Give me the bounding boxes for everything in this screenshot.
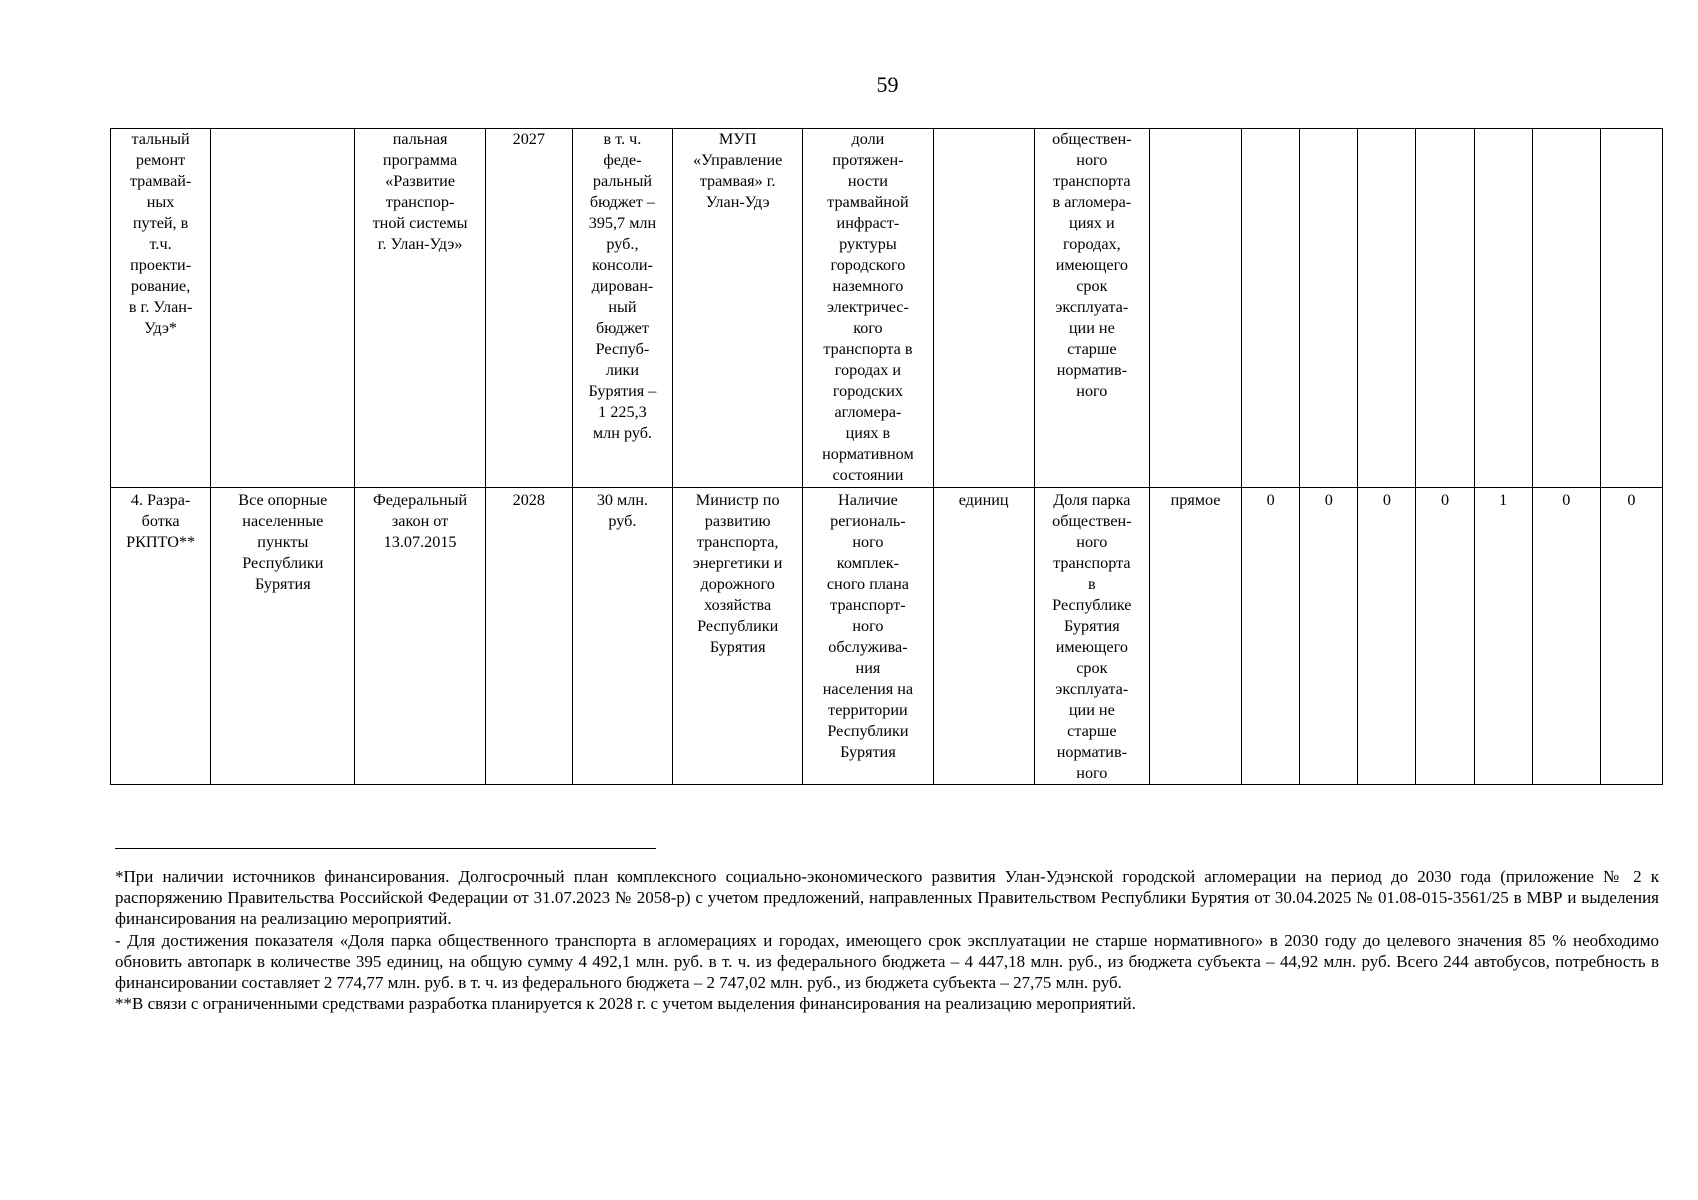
footnote-financing: *При наличии источников финансирования. Долгосрочный план комплексного социально-экономического развития Улан-Удэнской городской агломерации на период до 2030 года (приложение № 2 к распоряжению Правительства Российской Федерации от 31.07.2023 № 2058-р) с учетом предложений, направленных Правительством Республики Бурятия от 30.04.2025 № 01.08-015-3561/25 в МВР и выделения финансирования на реализацию мероприятий. (115, 867, 1659, 929)
table-cell (1532, 129, 1600, 488)
table-cell: 0 (1416, 488, 1474, 785)
table-cell: единиц (933, 488, 1034, 785)
table-cell: обществен- ного транспорта в агломера- циях и городах, имеющего срок эксплуата- ции не старше норматив- ного (1034, 129, 1149, 488)
table-cell: Наличие региональ- ного комплек- сного плана транспорт- ного обслужива- ния населения на территории Республики Бурятия (803, 488, 933, 785)
table-cell: тальный ремонт трамвай- ных путей, в т.ч. проекти- рование, в г. Улан- Удэ* (111, 129, 211, 488)
table-cell: 2028 (485, 488, 572, 785)
footnote-rkpto: **В связи с ограниченными средствами разработка планируется к 2028 г. с учетом выделения финансирования на реализацию мероприятий. (115, 994, 1136, 1014)
table-cell: доли протяжен- ности трамвайной инфраст- руктуры городского наземного электричес- кого транспорта в городах и городских агломера- циях в нормативном состоянии (803, 129, 933, 488)
measures-table (110, 128, 1663, 785)
table-cell: Федеральный закон от 13.07.2015 (355, 488, 485, 785)
table-cell: 2027 (485, 129, 572, 488)
table-cell: МУП «Управление трамвая» г. Улан-Удэ (673, 129, 803, 488)
table-cell: 1 (1474, 488, 1532, 785)
table-cell (933, 129, 1034, 488)
table-cell (1474, 129, 1532, 488)
table-cell: 4. Разра- ботка РКПТО** (111, 488, 211, 785)
table-cell (1416, 129, 1474, 488)
table-cell: Все опорные населенные пункты Республики Бурятия (211, 488, 355, 785)
footnote-indicator: - Для достижения показателя «Доля парка общественного транспорта в агломерациях и городах, имеющего срок эксплуатации не старше нормативного» в 2030 году до целевого значения 85 % необходимо обновить автопарк в количестве 395 единиц, на общую сумму 4 492,1 млн. руб. в т. ч. из федерального бюджета – 4 447,18 млн. руб., из бюджета субъекта – 44,92 млн. руб. Всего 244 автобусов, потребность в финансировании составляет 2 774,77 млн. руб. в т. ч. из федерального бюджета – 2 747,02 млн. руб., из бюджета субъекта – 27,75 млн. руб. (115, 930, 1659, 993)
table-cell: 30 млн. руб. (572, 488, 672, 785)
table-cell (1242, 129, 1300, 488)
table-cell: в т. ч. феде- ральный бюджет – 395,7 млн руб., консоли- дирован- ный бюджет Респуб- лики Бурятия – 1 225,3 млн руб. (572, 129, 672, 488)
table-row-rkpto (111, 488, 1663, 785)
footnote-divider (115, 848, 656, 849)
table-cell: пальная программа «Развитие транспор- тной системы г. Улан-Удэ» (355, 129, 485, 488)
table-row-continued (111, 129, 1663, 488)
footnotes (115, 866, 1659, 1014)
table-cell: 0 (1532, 488, 1600, 785)
table-cell: прямое (1149, 488, 1241, 785)
table-cell: Доля парка обществен- ного транспорта в Республике Бурятия имеющего срок эксплуата- ции не старше норматив- ного (1034, 488, 1149, 785)
table-cell: 0 (1600, 488, 1662, 785)
table-cell: 0 (1300, 488, 1358, 785)
table-cell (1149, 129, 1241, 488)
table-cell (1358, 129, 1416, 488)
table-cell (1300, 129, 1358, 488)
page-number: 59 (876, 72, 899, 97)
table-cell: Министр по развитию транспорта, энергетики и дорожного хозяйства Республики Бурятия (673, 488, 803, 785)
table-cell (211, 129, 355, 488)
table-cell: 0 (1242, 488, 1300, 785)
table-cell (1600, 129, 1662, 488)
table-cell: 0 (1358, 488, 1416, 785)
